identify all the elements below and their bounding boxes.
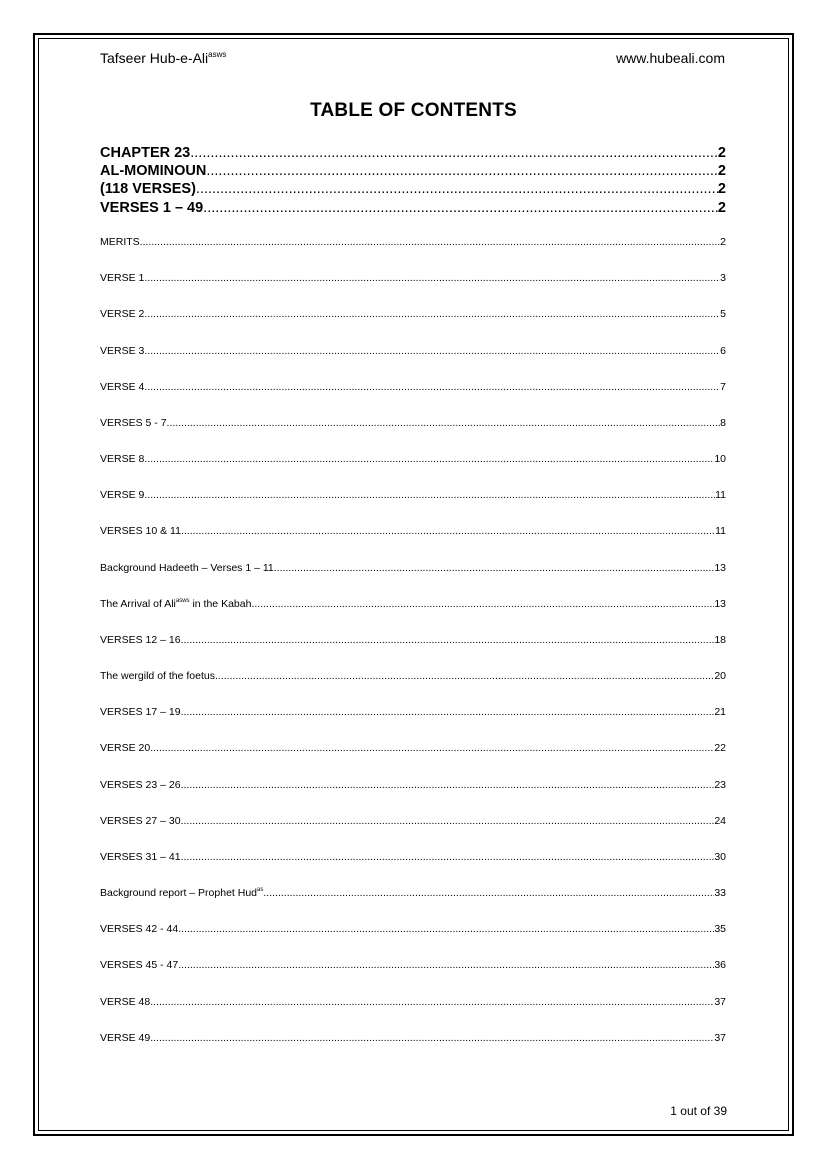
toc-entry[interactable]: [100, 741, 726, 755]
toc-entry[interactable]: [100, 995, 726, 1009]
leader-dots: [203, 199, 718, 217]
toc-entry-label: VERSE 2: [100, 308, 145, 320]
toc-entry-page: 36: [714, 959, 726, 971]
toc-entry-page: 37: [714, 1032, 726, 1044]
leader-dots: [144, 271, 720, 285]
toc-entry-label: VERSE 48: [100, 996, 151, 1008]
toc-entry-page: 3: [720, 272, 726, 284]
leader-dots: [274, 561, 715, 575]
leader-dots: [263, 886, 714, 900]
toc-entry[interactable]: [100, 597, 726, 611]
toc-entry-label-sup: asws: [175, 598, 190, 604]
toc-entry-label: VERSE 3: [100, 345, 145, 357]
leader-dots: [215, 669, 714, 683]
toc-entry-label: VERSES 27 – 30: [100, 815, 181, 827]
toc-entry[interactable]: [100, 778, 726, 792]
toc-entry[interactable]: [100, 235, 726, 249]
leader-dots: [178, 922, 714, 936]
toc-entry-page: 35: [714, 923, 726, 935]
toc-entry-label: VERSES 5 - 7: [100, 417, 167, 429]
toc-entry-page: 2: [717, 145, 726, 161]
toc-entry[interactable]: [100, 271, 726, 285]
toc-entry[interactable]: [100, 561, 726, 575]
leader-dots: [181, 705, 715, 719]
leader-dots: [181, 850, 715, 864]
toc-entry-label: The wergild of the foetus: [100, 670, 215, 682]
toc-entry-page: 10: [714, 453, 726, 465]
toc-entry-label: VERSES 23 – 26: [100, 779, 181, 791]
toc-entry[interactable]: [100, 344, 726, 358]
header-title-text: Tafseer Hub-e-Ali: [100, 50, 209, 66]
toc-entry[interactable]: [100, 452, 726, 466]
leader-dots: [144, 488, 715, 502]
leader-dots: [251, 597, 714, 611]
leader-dots: [196, 180, 718, 198]
toc-entry-label: VERSES 45 - 47: [100, 959, 179, 971]
toc-entry-label: MERITS: [100, 236, 140, 248]
toc-entry-page: 33: [714, 887, 726, 899]
toc-entry-label: VERSES 42 - 44: [100, 923, 179, 935]
toc-entry-page: 2: [717, 181, 726, 197]
toc-entry-page: 30: [714, 851, 726, 863]
toc-entry-page: 20: [714, 670, 726, 682]
toc-entry-label: VERSE 4: [100, 381, 145, 393]
toc-entry[interactable]: [100, 633, 726, 647]
toc-entry-label: VERSE 9: [100, 489, 145, 501]
leader-dots: [181, 524, 715, 538]
toc-entry[interactable]: [100, 199, 726, 217]
toc-entry[interactable]: [100, 669, 726, 683]
toc-entry-page: 5: [720, 308, 726, 320]
leader-dots: [144, 307, 720, 321]
toc-entry-label: VERSE 8: [100, 453, 145, 465]
leader-dots: [150, 741, 714, 755]
toc-entry[interactable]: [100, 380, 726, 394]
toc-entry-label-sup: as: [257, 887, 264, 893]
toc-entry-label-main: The Arrival of Ali: [100, 598, 176, 610]
toc-entry-page: 23: [714, 779, 726, 791]
leader-dots: [144, 380, 720, 394]
toc-entry-label: VERSES 10 & 11: [100, 525, 181, 537]
toc-entry-page: 8: [720, 417, 726, 429]
toc-entry[interactable]: [100, 958, 726, 972]
toc-entry-page: 11: [715, 489, 726, 501]
toc-entry-page: 37: [714, 996, 726, 1008]
toc-heading: TABLE OF CONTENTS: [310, 100, 517, 121]
toc-entry-page: 13: [714, 598, 726, 610]
toc-entry-page: 24: [714, 815, 726, 827]
toc-entry-page: 2: [717, 163, 726, 179]
leader-dots: [181, 633, 715, 647]
toc-entry-page: 6: [720, 345, 726, 357]
leader-dots: [150, 995, 714, 1009]
toc-entry[interactable]: [100, 162, 726, 180]
toc-entry[interactable]: [100, 850, 726, 864]
leader-dots: [178, 958, 714, 972]
leader-dots: [150, 1031, 714, 1045]
toc-entry-page: 7: [720, 381, 726, 393]
leader-dots: [144, 452, 714, 466]
toc-entry[interactable]: [100, 524, 726, 538]
toc-entry[interactable]: [100, 307, 726, 321]
toc-entry-label: VERSE 20: [100, 742, 151, 754]
leader-dots: [167, 416, 721, 430]
toc-entry-page: 18: [714, 634, 726, 646]
toc-entry[interactable]: [100, 1031, 726, 1045]
toc-entry-label: VERSES 17 – 19: [100, 706, 181, 718]
leader-dots: [190, 144, 718, 162]
leader-dots: [181, 814, 715, 828]
leader-dots: [206, 162, 718, 180]
leader-dots: [144, 344, 720, 358]
header-title-sup: asws: [208, 50, 227, 59]
toc-entry-label: (118 VERSES): [100, 181, 196, 197]
toc-entry-page: 22: [714, 742, 726, 754]
toc-entry-label: CHAPTER 23: [100, 145, 191, 161]
toc-entry-label: VERSES 12 – 16: [100, 634, 181, 646]
toc-entry[interactable]: [100, 180, 726, 198]
toc-entry[interactable]: [100, 488, 726, 502]
toc-entry[interactable]: [100, 886, 726, 900]
header-url[interactable]: www.hubeali.com: [616, 50, 725, 66]
toc-entry-page: 13: [714, 562, 726, 574]
toc-entry-label: [100, 597, 251, 611]
toc-entry-label-after: in the Kabah: [189, 598, 252, 610]
page-number: 1 out of 39: [670, 1104, 727, 1118]
toc-entry[interactable]: [100, 922, 726, 936]
toc-entry-label: VERSES 1 – 49: [100, 200, 204, 216]
toc-entry-label-main: Background report – Prophet Hud: [100, 887, 258, 899]
toc-entry-page: 11: [715, 525, 726, 537]
leader-dots: [140, 235, 720, 249]
toc-entry-page: 2: [717, 200, 726, 216]
toc-entry-label: VERSE 49: [100, 1032, 151, 1044]
toc-entry[interactable]: [100, 144, 726, 162]
toc-entry-label: VERSE 1: [100, 272, 145, 284]
toc-entry-page: 21: [714, 706, 726, 718]
toc-entry[interactable]: [100, 416, 726, 430]
toc-entry-page: 2: [720, 236, 726, 248]
toc-entry-label: AL-MOMINOUN: [100, 163, 207, 179]
header-title: [100, 49, 226, 67]
leader-dots: [181, 778, 715, 792]
toc-entry-label: [100, 886, 263, 900]
toc-entry[interactable]: [100, 814, 726, 828]
toc-entry[interactable]: [100, 705, 726, 719]
toc-entry-label: VERSES 31 – 41: [100, 851, 181, 863]
toc-entry-label: Background Hadeeth – Verses 1 – 11: [100, 562, 274, 574]
